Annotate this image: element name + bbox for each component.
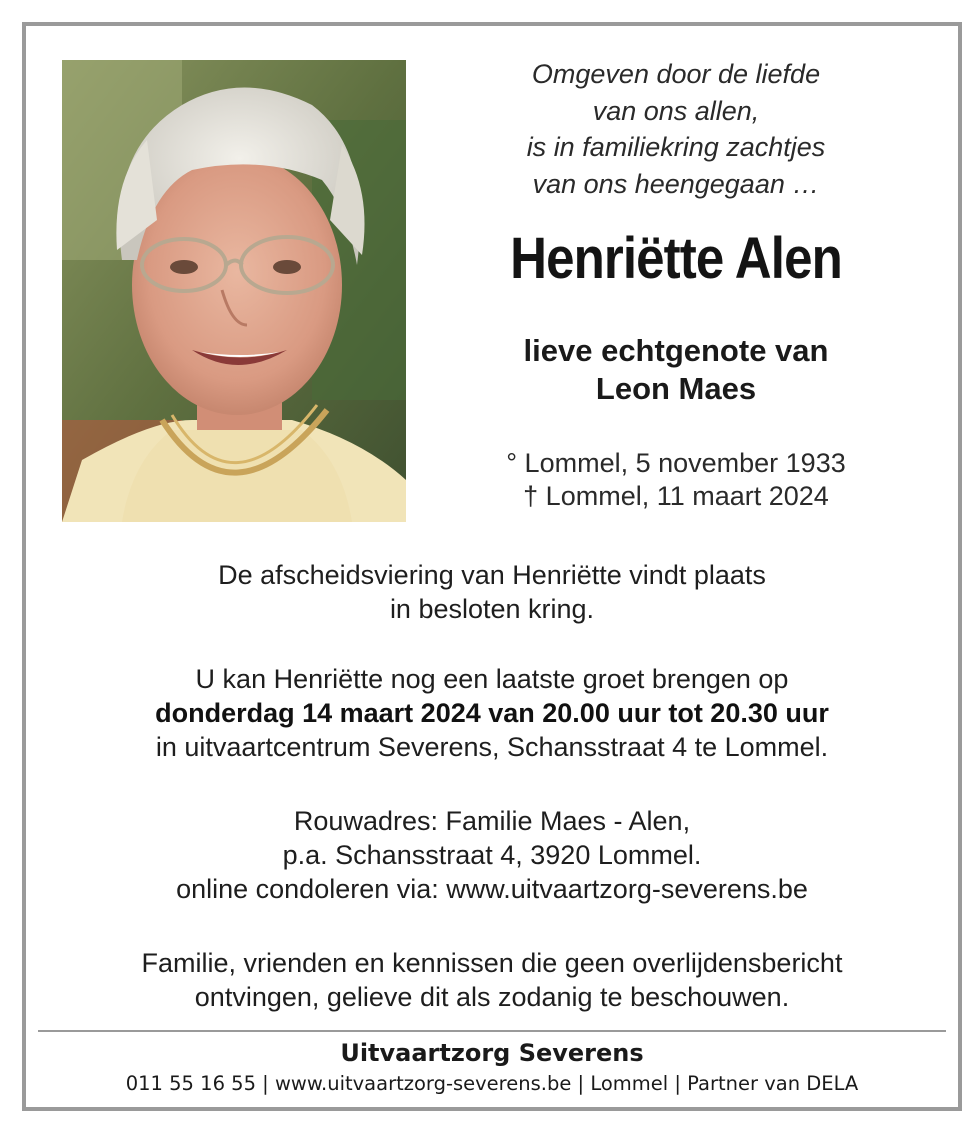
footer-divider <box>38 1030 946 1032</box>
viewing-intro: U kan Henriëtte nog een laatste groet brengen op <box>195 664 789 694</box>
condolence-link[interactable]: online condoleren via: www.uitvaartzorg-severens.be <box>176 874 808 904</box>
death-date: † Lommel, 11 maart 2024 <box>523 481 829 511</box>
ceremony-line: in besloten kring. <box>389 594 595 624</box>
notice-line: ontvingen, gelieve dit als zodanig te beschouwen. <box>194 982 790 1012</box>
deceased-name: Henriëtte Alen <box>510 226 842 291</box>
portrait-photo <box>62 60 406 522</box>
notice-line: Familie, vrienden en kennissen die geen overlijdensbericht <box>141 948 843 978</box>
intro-line: van ons heengegaan … <box>532 168 820 199</box>
viewing-notice <box>26 662 958 764</box>
spouse-info <box>446 332 906 408</box>
mourning-address <box>26 804 958 906</box>
address-line: p.a. Schansstraat 4, 3920 Lommel. <box>282 840 702 870</box>
intro-line: is in familiekring zachtjes <box>526 132 826 162</box>
funeral-home-contact: 011 55 16 55 | www.uitvaartzorg-severens.be | Lommel | Partner van DELA <box>125 1072 859 1095</box>
life-dates <box>446 447 906 513</box>
intro-verse <box>466 56 886 202</box>
intro-line: van ons allen, <box>592 95 760 126</box>
intro-line: Omgeven door de liefde <box>531 59 821 89</box>
obituary-card <box>22 22 962 1111</box>
viewing-datetime: donderdag 14 maart 2024 van 20.00 uur tot 20.30 uur <box>155 698 829 728</box>
address-line: Rouwadres: Familie Maes - Alen, <box>293 806 691 836</box>
spouse-line: lieve echtgenote van <box>523 333 829 368</box>
spouse-name: Leon Maes <box>595 371 757 406</box>
birth-date: ° Lommel, 5 november 1933 <box>506 448 846 478</box>
ceremony-line: De afscheidsviering van Henriëtte vindt plaats <box>218 560 766 590</box>
general-notice <box>26 946 958 1014</box>
viewing-location: in uitvaartcentrum Severens, Schansstraat 4 te Lommel. <box>155 732 829 762</box>
funeral-home-name: Uitvaartzorg Severens <box>340 1039 644 1067</box>
ceremony-notice <box>26 558 958 626</box>
